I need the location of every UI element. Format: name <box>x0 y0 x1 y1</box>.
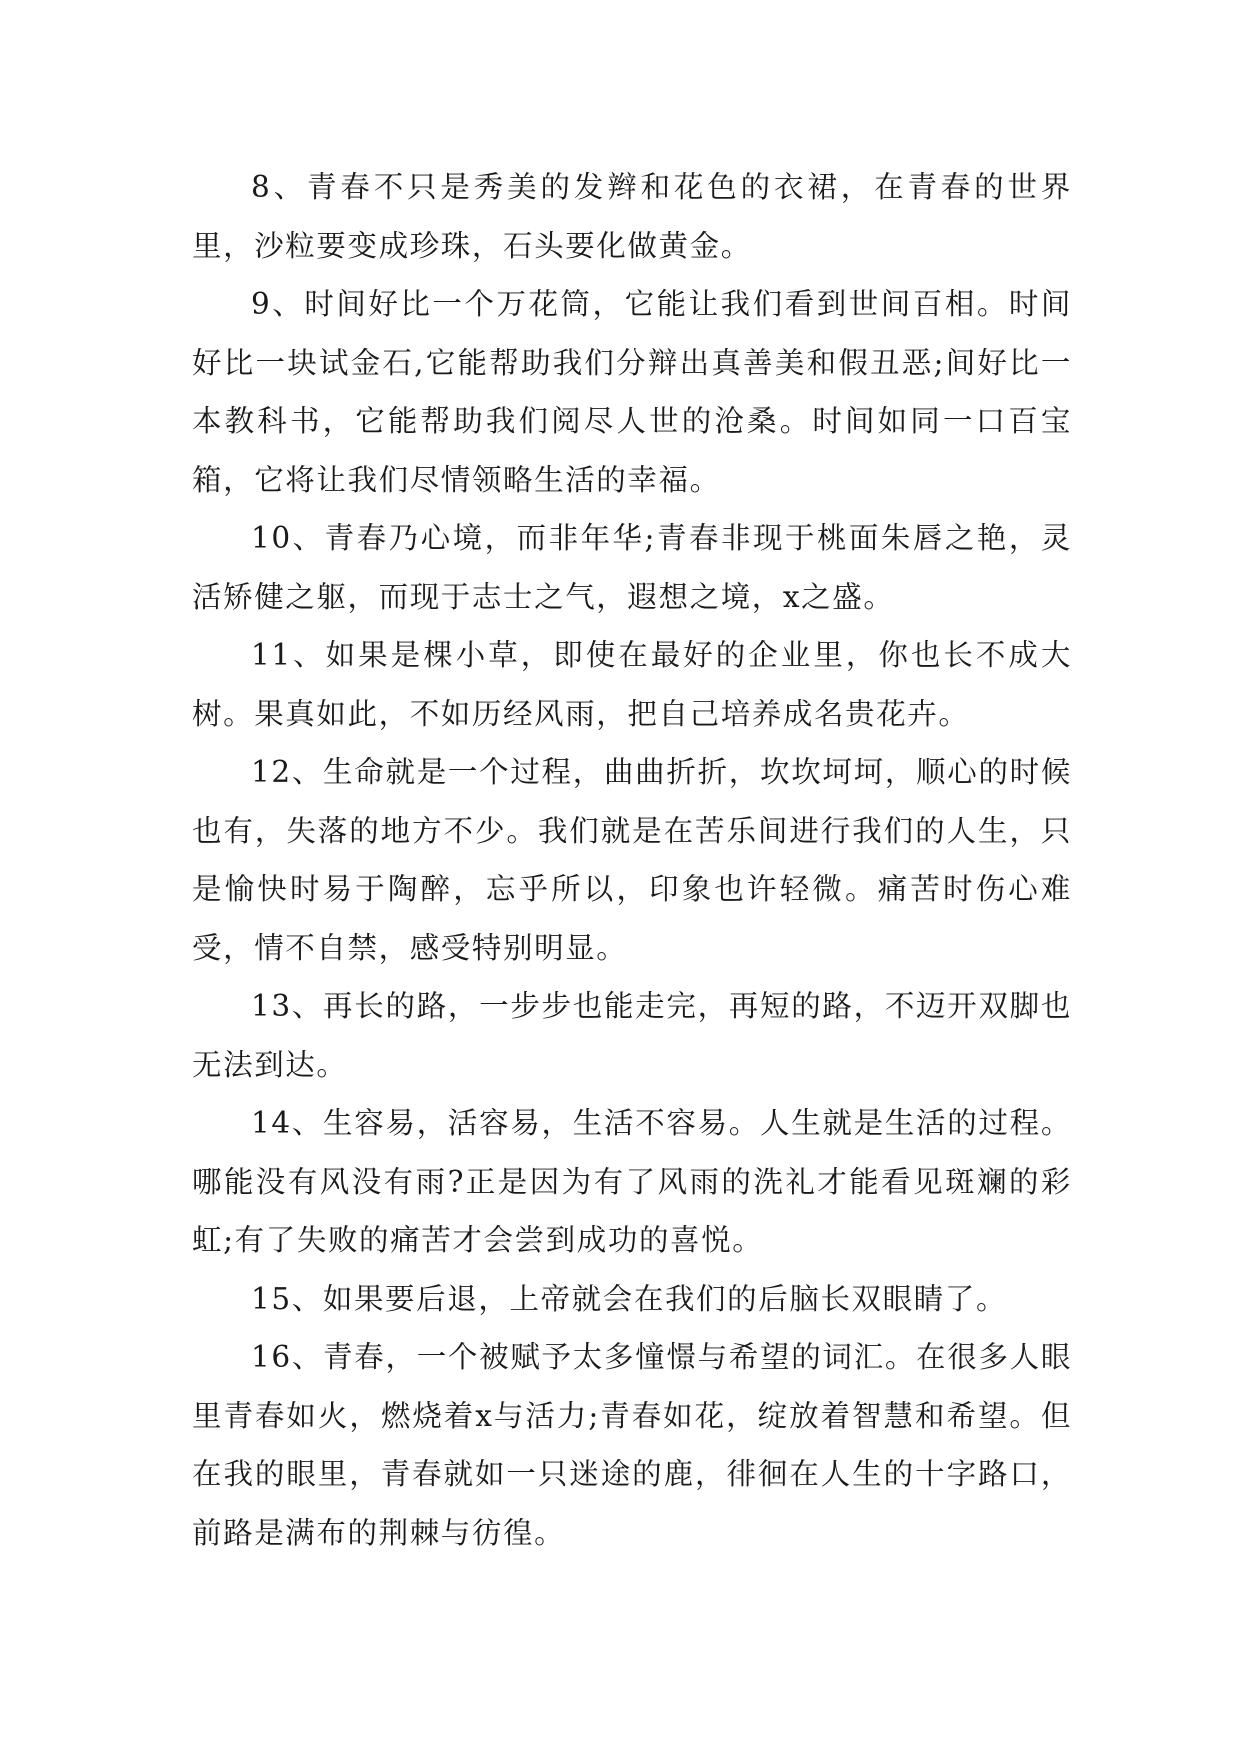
paragraph-13: 13、再长的路，一步步也能走完，再短的路，不迈开双脚也无法到达。 <box>192 989 1072 1082</box>
paragraph-9: 9、时间好比一个万花筒，它能让我们看到世间百相。时间好比一块试金石,它能帮助我们分辩出真善美和假丑恶;间好比一本教科书，它能帮助我们阅尽人世的沧桑。时间如同一口百宝箱，它将让我们尽情领略生活的幸福。 <box>192 287 1072 497</box>
paragraph-15: 15、如果要后退，上帝就会在我们的后脑长双眼睛了。 <box>251 1281 1008 1316</box>
paragraph-14: 14、生容易，活容易，生活不容易。人生就是生活的过程。哪能没有风没有雨?正是因为有了风雨的洗礼才能看见斑斓的彩虹;有了失败的痛苦才会尝到成功的喜悦。 <box>192 1106 1072 1257</box>
paragraph-10: 10、青春乃心境，而非年华;青春非现于桃面朱唇之艳，灵活矫健之躯，而现于志士之气，遐想之境，x之盛。 <box>192 521 1072 614</box>
paragraph-12: 12、生命就是一个过程，曲曲折折，坎坎坷坷，顺心的时候也有，失落的地方不少。我们就是在苦乐间进行我们的人生，只是愉快时易于陶醉，忘乎所以，印象也许轻微。痛苦时伤心难受，情不自禁，感受特别明显。 <box>192 755 1072 965</box>
paragraph-8: 8、青春不只是秀美的发辫和花色的衣裙，在青春的世界里，沙粒要变成珍珠，石头要化做黄金。 <box>192 170 1072 263</box>
paragraph-11: 11、如果是棵小草，即使在最好的企业里，你也长不成大树。果真如此，不如历经风雨，把自己培养成名贵花卉。 <box>192 638 1072 731</box>
document-body <box>192 158 1072 1562</box>
paragraph-16: 16、青春，一个被赋予太多憧憬与希望的词汇。在很多人眼里青春如火，燃烧着x与活力;青春如花，绽放着智慧和希望。但在我的眼里，青春就如一只迷途的鹿，徘徊在人生的十字路口，前路是满布的荆棘与彷徨。 <box>192 1340 1072 1550</box>
